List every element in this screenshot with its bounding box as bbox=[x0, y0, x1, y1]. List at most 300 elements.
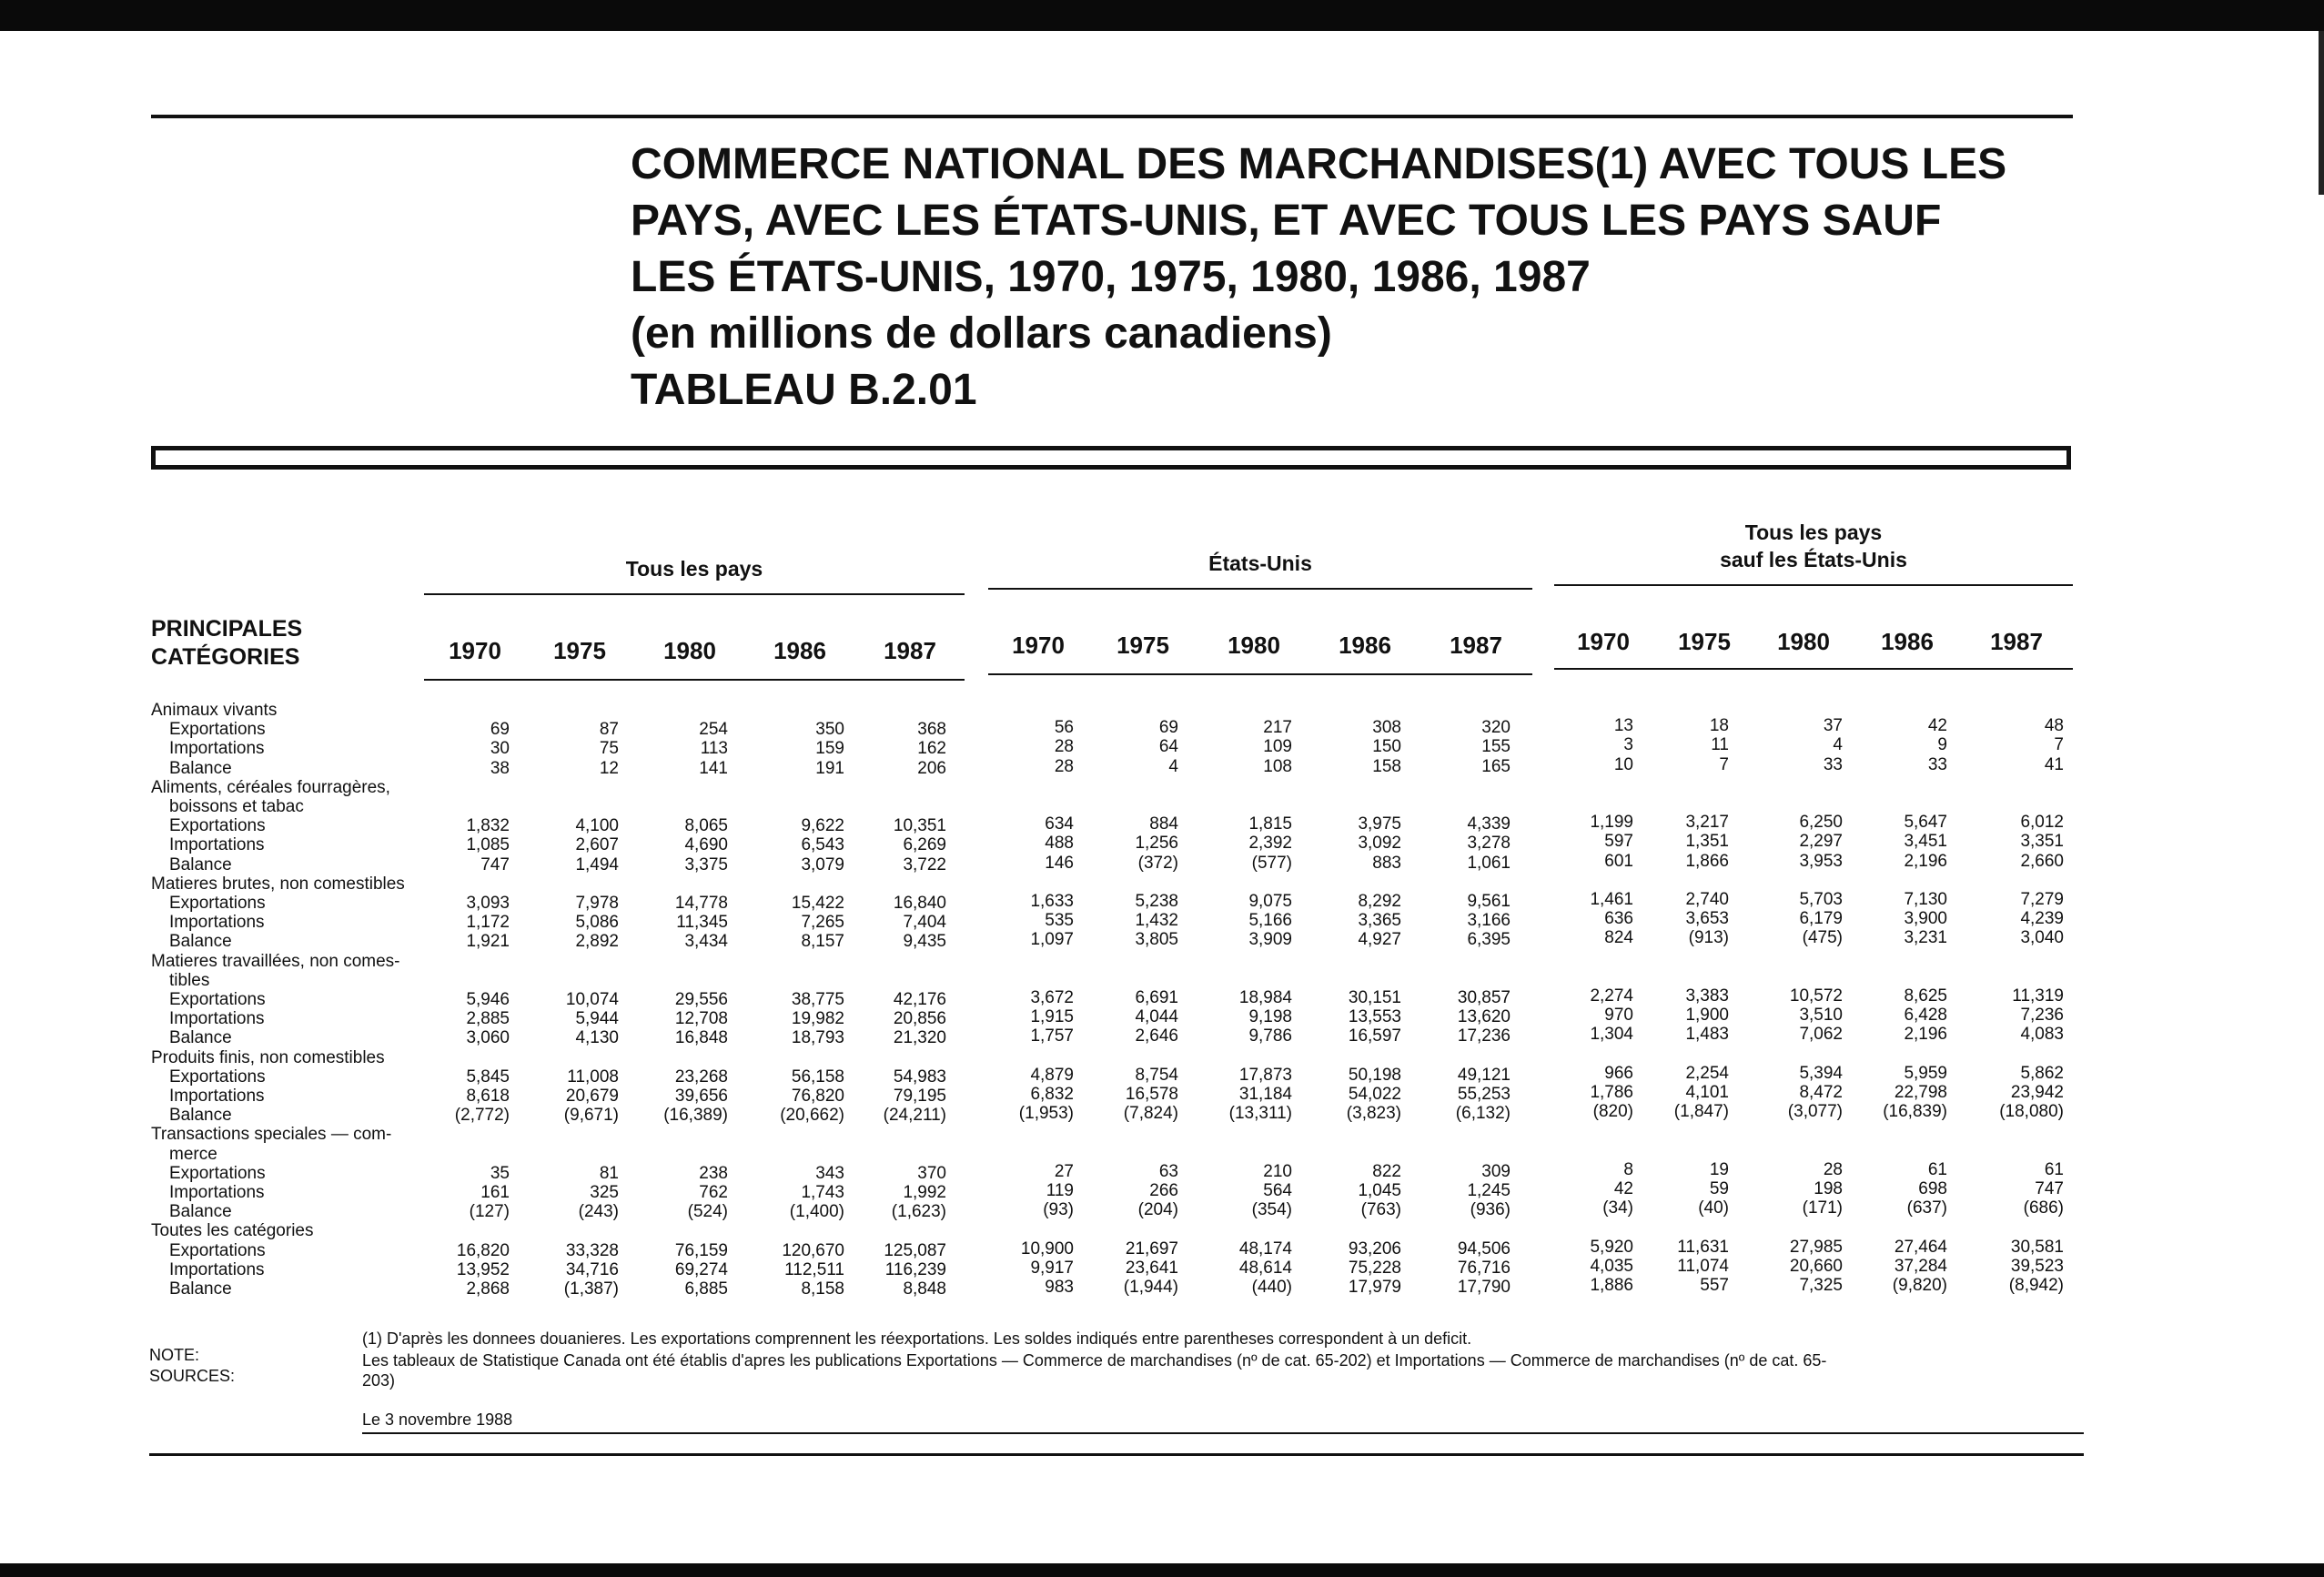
table-cell: 30,581 bbox=[2010, 1237, 2064, 1257]
table-cell: 325 bbox=[590, 1183, 619, 1202]
table-cell: 7 bbox=[1719, 754, 1729, 774]
row-label: Matieres brutes, non comestibles bbox=[151, 874, 405, 894]
table-cell: (1,953) bbox=[1018, 1104, 1074, 1124]
table-cell: 1,351 bbox=[1685, 832, 1729, 852]
table-cell: 2,892 bbox=[575, 932, 619, 952]
row-label: Balance bbox=[169, 854, 232, 874]
table-cell: 16,820 bbox=[456, 1240, 510, 1260]
table-cell: (354) bbox=[1251, 1200, 1292, 1220]
table-cell: 69 bbox=[490, 720, 510, 740]
table-cell: 87 bbox=[599, 720, 619, 740]
table-cell: 3,672 bbox=[1030, 988, 1074, 1007]
table-cell: 19 bbox=[1709, 1159, 1729, 1179]
table-cell: 5,703 bbox=[1799, 890, 1843, 909]
table-cell: 109 bbox=[1263, 737, 1292, 757]
scan-border-top bbox=[0, 0, 2324, 31]
table-cell: (9,820) bbox=[1892, 1276, 1947, 1295]
row-label: Transactions speciales — com- bbox=[151, 1125, 392, 1145]
row-label: Exportations bbox=[169, 1066, 266, 1087]
table-cell: 9,075 bbox=[1248, 892, 1292, 911]
table-cell: 116,239 bbox=[884, 1259, 946, 1279]
table-cell: (524) bbox=[687, 1202, 728, 1222]
row-label: Produits finis, non comestibles bbox=[151, 1047, 385, 1067]
row-label: Importations bbox=[169, 1183, 265, 1202]
table-cell: (18,080) bbox=[1999, 1102, 2064, 1122]
row-label: boissons et tabac bbox=[169, 797, 304, 816]
table-cell: 4,035 bbox=[1590, 1256, 1633, 1276]
table-cell: 10,572 bbox=[1789, 986, 1843, 1006]
table-cell: (16,389) bbox=[663, 1106, 728, 1126]
note-label: NOTE: bbox=[149, 1346, 200, 1364]
table-cell: 42 bbox=[1927, 716, 1947, 736]
table-cell: 8,158 bbox=[801, 1279, 844, 1299]
table-cell: 10 bbox=[1613, 754, 1633, 774]
row-label: Balance bbox=[169, 1279, 232, 1299]
table-cell: 54,983 bbox=[893, 1066, 946, 1087]
row-label: Exportations bbox=[169, 816, 266, 836]
table-cell: 15,422 bbox=[791, 894, 844, 913]
table-cell: 3,079 bbox=[801, 854, 844, 874]
table-cell: (637) bbox=[1906, 1198, 1947, 1218]
table-cell: 884 bbox=[1149, 814, 1178, 834]
table-cell: 238 bbox=[699, 1163, 728, 1183]
row-label: Exportations bbox=[169, 720, 266, 740]
year-header: 1980 bbox=[663, 637, 716, 664]
table-cell: 79,195 bbox=[893, 1087, 946, 1106]
table-cell: 64 bbox=[1158, 737, 1178, 757]
table-cell: 488 bbox=[1045, 834, 1074, 854]
table-cell: 93,206 bbox=[1348, 1238, 1401, 1259]
table-cell: 350 bbox=[815, 720, 844, 740]
year-header: 1986 bbox=[1339, 632, 1391, 659]
table-cell: 37 bbox=[1823, 716, 1843, 736]
table-cell: (936) bbox=[1470, 1200, 1511, 1220]
table-cell: 762 bbox=[699, 1183, 728, 1202]
table-cell: (7,824) bbox=[1123, 1104, 1178, 1124]
row-label: Exportations bbox=[169, 894, 266, 913]
row-label: Balance bbox=[169, 758, 232, 778]
table-cell: 155 bbox=[1481, 737, 1511, 757]
table-cell: 50,198 bbox=[1348, 1065, 1401, 1085]
table-cell: 747 bbox=[2035, 1179, 2064, 1198]
table-cell: 191 bbox=[815, 758, 844, 778]
title-line: TABLEAU B.2.01 bbox=[631, 366, 977, 414]
row-label: Animaux vivants bbox=[151, 701, 278, 720]
table-cell: 3,451 bbox=[1904, 832, 1947, 852]
table-cell: (440) bbox=[1251, 1278, 1292, 1297]
table-cell: 165 bbox=[1481, 756, 1511, 776]
table-cell: 5,086 bbox=[575, 913, 619, 933]
table-cell: 12 bbox=[599, 758, 619, 778]
table-cell: 4,044 bbox=[1135, 1007, 1178, 1027]
year-header: 1986 bbox=[1881, 628, 1934, 655]
group-rule bbox=[424, 593, 965, 595]
table-cell: 120,670 bbox=[782, 1240, 844, 1260]
year-header: 1975 bbox=[1117, 632, 1169, 659]
table-cell: 20,679 bbox=[565, 1087, 619, 1106]
table-cell: 3,351 bbox=[2020, 832, 2064, 852]
table-cell: 2,196 bbox=[1904, 1025, 1947, 1045]
table-cell: 11,319 bbox=[2012, 986, 2064, 1006]
table-cell: 2,196 bbox=[1904, 851, 1947, 871]
table-cell: 822 bbox=[1372, 1161, 1401, 1181]
table-cell: 30,857 bbox=[1457, 988, 1511, 1007]
table-cell: 4,879 bbox=[1030, 1065, 1074, 1085]
table-cell: 19,982 bbox=[791, 1009, 844, 1029]
table-cell: 29,556 bbox=[674, 990, 728, 1009]
table-cell: 27 bbox=[1054, 1161, 1074, 1181]
row-label: Importations bbox=[169, 835, 265, 855]
table-cell: 69 bbox=[1158, 718, 1178, 738]
table-cell: 21,320 bbox=[893, 1028, 946, 1048]
table-cell: 146 bbox=[1045, 853, 1074, 873]
table-cell: 20,856 bbox=[893, 1009, 946, 1029]
table-cell: (1,400) bbox=[789, 1202, 844, 1222]
table-cell: 5,944 bbox=[575, 1009, 619, 1029]
row-label: tibles bbox=[169, 970, 210, 990]
table-cell: (6,132) bbox=[1455, 1104, 1511, 1124]
table-cell: 698 bbox=[1918, 1179, 1947, 1198]
group-header-sauf-etats-unis bbox=[1554, 519, 2073, 573]
row-label: Balance bbox=[169, 1028, 232, 1048]
table-cell: 9,917 bbox=[1030, 1258, 1074, 1278]
table-cell: 14,778 bbox=[674, 894, 728, 913]
table-cell: 3,092 bbox=[1358, 834, 1401, 854]
table-cell: 7,265 bbox=[801, 913, 844, 933]
table-cell: 23,641 bbox=[1125, 1258, 1178, 1278]
table-cell: 1,256 bbox=[1135, 834, 1178, 854]
table-cell: (763) bbox=[1360, 1200, 1401, 1220]
row-label: Balance bbox=[169, 1202, 232, 1222]
table-cell: 150 bbox=[1372, 737, 1401, 757]
scan-border-bottom bbox=[0, 1563, 2324, 1577]
table-cell: 1,432 bbox=[1135, 911, 1178, 931]
table-cell: 11,008 bbox=[567, 1066, 619, 1087]
group-header-line: États-Unis bbox=[1208, 551, 1312, 575]
table-cell: 1,494 bbox=[575, 854, 619, 874]
table-cell: (475) bbox=[1802, 928, 1843, 948]
table-cell: 254 bbox=[699, 720, 728, 740]
table-cell: 3,909 bbox=[1248, 930, 1292, 950]
table-cell: 38 bbox=[490, 758, 510, 778]
table-cell: (9,671) bbox=[563, 1106, 619, 1126]
table-cell: 30 bbox=[490, 739, 510, 759]
table-cell: (171) bbox=[1802, 1198, 1843, 1218]
table-cell: 76,820 bbox=[791, 1087, 844, 1106]
table-cell: 5,647 bbox=[1904, 813, 1947, 833]
table-cell: 28 bbox=[1054, 737, 1074, 757]
table-cell: 309 bbox=[1481, 1161, 1511, 1181]
sources-text-continued: 203) bbox=[362, 1371, 396, 1390]
table-cell: 7,130 bbox=[1904, 890, 1947, 909]
table-cell: 1,245 bbox=[1467, 1181, 1511, 1200]
table-cell: 2,274 bbox=[1590, 986, 1633, 1006]
table-cell: 1,061 bbox=[1467, 853, 1511, 873]
row-label: merce bbox=[169, 1144, 217, 1164]
table-cell: 16,597 bbox=[1348, 1026, 1401, 1046]
table-cell: 10,900 bbox=[1020, 1238, 1074, 1259]
table-cell: 30,151 bbox=[1348, 988, 1401, 1007]
table-cell: 7,325 bbox=[1799, 1276, 1843, 1295]
table-cell: 81 bbox=[599, 1163, 619, 1183]
bottom-rule bbox=[149, 1453, 2084, 1456]
page-title bbox=[631, 136, 2087, 419]
table-cell: 3,383 bbox=[1685, 986, 1729, 1006]
table-cell: 970 bbox=[1604, 1006, 1633, 1026]
table-cell: 4 bbox=[1833, 735, 1843, 755]
table-cell: 3,375 bbox=[684, 854, 728, 874]
table-cell: 3,722 bbox=[903, 854, 946, 874]
table-cell: 48,174 bbox=[1238, 1238, 1292, 1259]
table-cell: 8,292 bbox=[1358, 892, 1401, 911]
document-date: Le 3 novembre 1988 bbox=[362, 1410, 513, 1429]
table-cell: 3,217 bbox=[1685, 813, 1729, 833]
table-cell: 3,975 bbox=[1358, 814, 1401, 834]
year-header: 1970 bbox=[1012, 632, 1065, 659]
table-cell: 1,097 bbox=[1030, 930, 1074, 950]
table-cell: 56,158 bbox=[791, 1066, 844, 1087]
table-cell: 8,754 bbox=[1135, 1065, 1178, 1085]
title-divider-bar bbox=[151, 446, 2071, 470]
table-cell: 31,184 bbox=[1238, 1085, 1292, 1104]
table-cell: 17,979 bbox=[1348, 1278, 1401, 1297]
title-line: PAYS, AVEC LES ÉTATS-UNIS, ET AVEC TOUS LES PAYS SAUF bbox=[631, 197, 1942, 245]
table-cell: (16,839) bbox=[1883, 1102, 1947, 1122]
table-cell: 39,523 bbox=[2010, 1256, 2064, 1276]
sources-text: Les tableaux de Statistique Canada ont été établis d'apres les publications Exportations — Commerce de marchandises (nº de cat. 65-202) et Importations — Commerce de marchandises (nº de cat. 65- bbox=[362, 1351, 1827, 1370]
table-cell: 2,607 bbox=[575, 835, 619, 855]
table-cell: 125,087 bbox=[884, 1240, 946, 1260]
table-cell: 3,166 bbox=[1467, 911, 1511, 931]
table-cell: 6,250 bbox=[1799, 813, 1843, 833]
row-label: Exportations bbox=[169, 1240, 266, 1260]
table-cell: 4,339 bbox=[1467, 814, 1511, 834]
table-cell: 1,815 bbox=[1248, 814, 1292, 834]
table-cell: 368 bbox=[917, 720, 946, 740]
table-cell: (243) bbox=[578, 1202, 619, 1222]
table-cell: 49,121 bbox=[1457, 1065, 1511, 1085]
table-cell: (820) bbox=[1592, 1102, 1633, 1122]
table-cell: 23,942 bbox=[2010, 1083, 2064, 1102]
year-header: 1970 bbox=[1577, 628, 1630, 655]
table-cell: 33 bbox=[1927, 754, 1947, 774]
table-cell: 41 bbox=[2044, 754, 2064, 774]
table-cell: 6,428 bbox=[1904, 1006, 1947, 1026]
table-cell: 6,012 bbox=[2020, 813, 2064, 833]
table-cell: 12,708 bbox=[674, 1009, 728, 1029]
table-cell: 34,716 bbox=[565, 1259, 619, 1279]
table-cell: 7,978 bbox=[575, 894, 619, 913]
table-cell: 1,743 bbox=[801, 1183, 844, 1202]
table-cell: 7,279 bbox=[2020, 890, 2064, 909]
table-cell: 76,159 bbox=[674, 1240, 728, 1260]
table-cell: 883 bbox=[1372, 853, 1401, 873]
year-header: 1975 bbox=[1678, 628, 1731, 655]
table-cell: 59 bbox=[1709, 1179, 1729, 1198]
group-rule bbox=[1554, 584, 2073, 586]
table-cell: 1,172 bbox=[466, 913, 510, 933]
table-cell: 10,351 bbox=[893, 816, 946, 836]
table-cell: 6,885 bbox=[684, 1279, 728, 1299]
table-cell: 983 bbox=[1045, 1278, 1074, 1297]
table-cell: 48,614 bbox=[1238, 1258, 1292, 1278]
table-cell: 7,236 bbox=[2020, 1006, 2064, 1026]
table-cell: (8,942) bbox=[2008, 1276, 2064, 1295]
table-cell: 2,885 bbox=[466, 1009, 510, 1029]
table-cell: 3,434 bbox=[684, 932, 728, 952]
table-cell: 13 bbox=[1613, 716, 1633, 736]
group-header-tous-les-pays bbox=[424, 555, 965, 582]
table-cell: 35 bbox=[490, 1163, 510, 1183]
table-cell: 75,228 bbox=[1348, 1258, 1401, 1278]
table-cell: 1,832 bbox=[466, 816, 510, 836]
table-cell: 162 bbox=[917, 739, 946, 759]
table-cell: 1,886 bbox=[1590, 1276, 1633, 1295]
table-cell: 1,483 bbox=[1685, 1025, 1729, 1045]
table-cell: 38,775 bbox=[791, 990, 844, 1009]
table-cell: (13,311) bbox=[1228, 1104, 1292, 1124]
table-cell: (577) bbox=[1251, 853, 1292, 873]
table-cell: 16,578 bbox=[1125, 1085, 1178, 1104]
table-cell: 5,920 bbox=[1590, 1237, 1633, 1257]
row-label: Importations bbox=[169, 1009, 265, 1029]
table-cell: 5,862 bbox=[2020, 1063, 2064, 1083]
row-label: Exportations bbox=[169, 1163, 266, 1183]
table-cell: 6,269 bbox=[903, 835, 946, 855]
table-cell: 3,805 bbox=[1135, 930, 1178, 950]
table-cell: 564 bbox=[1263, 1181, 1292, 1200]
table-cell: 10,074 bbox=[565, 990, 619, 1009]
table-cell: (1,847) bbox=[1673, 1102, 1729, 1122]
table-cell: 18 bbox=[1709, 716, 1729, 736]
table-cell: 3 bbox=[1623, 735, 1633, 755]
table-cell: 16,840 bbox=[893, 894, 946, 913]
table-cell: 27,985 bbox=[1789, 1237, 1843, 1257]
table-cell: 5,166 bbox=[1248, 911, 1292, 931]
row-label: Balance bbox=[169, 1106, 232, 1126]
table-cell: 206 bbox=[917, 758, 946, 778]
table-cell: 17,873 bbox=[1238, 1065, 1292, 1085]
table-cell: 1,045 bbox=[1358, 1181, 1401, 1200]
table-cell: 370 bbox=[917, 1163, 946, 1183]
table-cell: 8,618 bbox=[466, 1087, 510, 1106]
table-cell: 18,984 bbox=[1238, 988, 1292, 1007]
table-cell: 308 bbox=[1372, 718, 1401, 738]
table-cell: 210 bbox=[1263, 1161, 1292, 1181]
table-cell: 3,040 bbox=[2020, 928, 2064, 948]
table-cell: 3,653 bbox=[1685, 909, 1729, 929]
table-cell: 4 bbox=[1168, 756, 1178, 776]
category-header-line: PRINCIPALES bbox=[151, 616, 303, 642]
table-cell: 6,543 bbox=[801, 835, 844, 855]
table-cell: 5,959 bbox=[1904, 1063, 1947, 1083]
table-cell: 18,793 bbox=[791, 1028, 844, 1048]
row-label: Importations bbox=[169, 913, 265, 933]
title-line: COMMERCE NATIONAL DES MARCHANDISES(1) AVEC TOUS LES bbox=[631, 140, 2007, 188]
table-cell: (204) bbox=[1137, 1200, 1178, 1220]
table-cell: 13,620 bbox=[1457, 1007, 1511, 1027]
row-label: Aliments, céréales fourragères, bbox=[151, 777, 390, 797]
table-cell: 119 bbox=[1046, 1181, 1074, 1200]
table-cell: 11 bbox=[1711, 735, 1729, 755]
table-cell: (3,077) bbox=[1787, 1102, 1843, 1122]
table-cell: 9 bbox=[1937, 735, 1947, 755]
table-cell: (20,662) bbox=[780, 1106, 844, 1126]
table-cell: (1,944) bbox=[1123, 1278, 1178, 1297]
row-label: Importations bbox=[169, 1259, 265, 1279]
table-cell: (93) bbox=[1043, 1200, 1074, 1220]
table-cell: 1,915 bbox=[1030, 1007, 1074, 1027]
table-cell: 161 bbox=[480, 1183, 510, 1202]
row-label: Toutes les catégories bbox=[151, 1221, 314, 1241]
table-cell: 1,992 bbox=[903, 1183, 946, 1202]
table-cell: 3,231 bbox=[1904, 928, 1947, 948]
table-cell: 113 bbox=[700, 739, 728, 759]
table-cell: 3,365 bbox=[1358, 911, 1401, 931]
table-cell: 13,952 bbox=[456, 1259, 510, 1279]
table-cell: 8 bbox=[1623, 1159, 1633, 1179]
table-cell: 158 bbox=[1372, 756, 1401, 776]
table-cell: 4,101 bbox=[1685, 1083, 1729, 1102]
table-cell: 1,786 bbox=[1590, 1083, 1633, 1102]
table-cell: 966 bbox=[1604, 1063, 1633, 1083]
table-cell: 8,625 bbox=[1904, 986, 1947, 1006]
year-header: 1980 bbox=[1777, 628, 1830, 655]
table-cell: (686) bbox=[2023, 1198, 2064, 1218]
top-rule bbox=[151, 115, 2073, 118]
table-cell: 2,646 bbox=[1135, 1026, 1178, 1046]
table-cell: 824 bbox=[1604, 928, 1633, 948]
table-cell: 11,074 bbox=[1677, 1256, 1729, 1276]
group-header-line: Tous les pays bbox=[625, 557, 763, 581]
table-cell: 69,274 bbox=[674, 1259, 728, 1279]
table-cell: 2,392 bbox=[1248, 834, 1292, 854]
table-cell: 94,506 bbox=[1457, 1238, 1511, 1259]
table-cell: (372) bbox=[1137, 853, 1178, 873]
table-cell: 112,511 bbox=[784, 1259, 844, 1279]
table-cell: 17,236 bbox=[1457, 1026, 1511, 1046]
table-cell: (34) bbox=[1602, 1198, 1633, 1218]
table-cell: 636 bbox=[1604, 909, 1633, 929]
table-cell: 63 bbox=[1158, 1161, 1178, 1181]
table-cell: 11,345 bbox=[676, 913, 728, 933]
table-cell: 17,790 bbox=[1457, 1278, 1511, 1297]
table-cell: 5,946 bbox=[466, 990, 510, 1009]
table-cell: 3,093 bbox=[466, 894, 510, 913]
row-label: Balance bbox=[169, 932, 232, 952]
table-cell: 8,472 bbox=[1799, 1083, 1843, 1102]
header-rule bbox=[1554, 668, 2073, 670]
table-cell: 56 bbox=[1054, 718, 1074, 738]
table-cell: 1,085 bbox=[466, 835, 510, 855]
table-cell: 7,404 bbox=[903, 913, 946, 933]
table-cell: 6,832 bbox=[1030, 1085, 1074, 1104]
year-header: 1987 bbox=[1450, 632, 1502, 659]
year-header: 1987 bbox=[884, 637, 936, 664]
table-cell: 1,633 bbox=[1030, 892, 1074, 911]
table-cell: (1,387) bbox=[563, 1279, 619, 1299]
table-cell: 37,284 bbox=[1894, 1256, 1947, 1276]
table-cell: 320 bbox=[1481, 718, 1511, 738]
table-cell: 8,848 bbox=[903, 1279, 946, 1299]
table-cell: (127) bbox=[469, 1202, 510, 1222]
table-cell: 217 bbox=[1263, 718, 1292, 738]
table-cell: 48 bbox=[2044, 716, 2064, 736]
table-cell: 42,176 bbox=[893, 990, 946, 1009]
group-header-line: Tous les pays bbox=[1744, 521, 1883, 544]
table-cell: 11,631 bbox=[1677, 1237, 1729, 1257]
table-cell: 601 bbox=[1604, 851, 1633, 871]
